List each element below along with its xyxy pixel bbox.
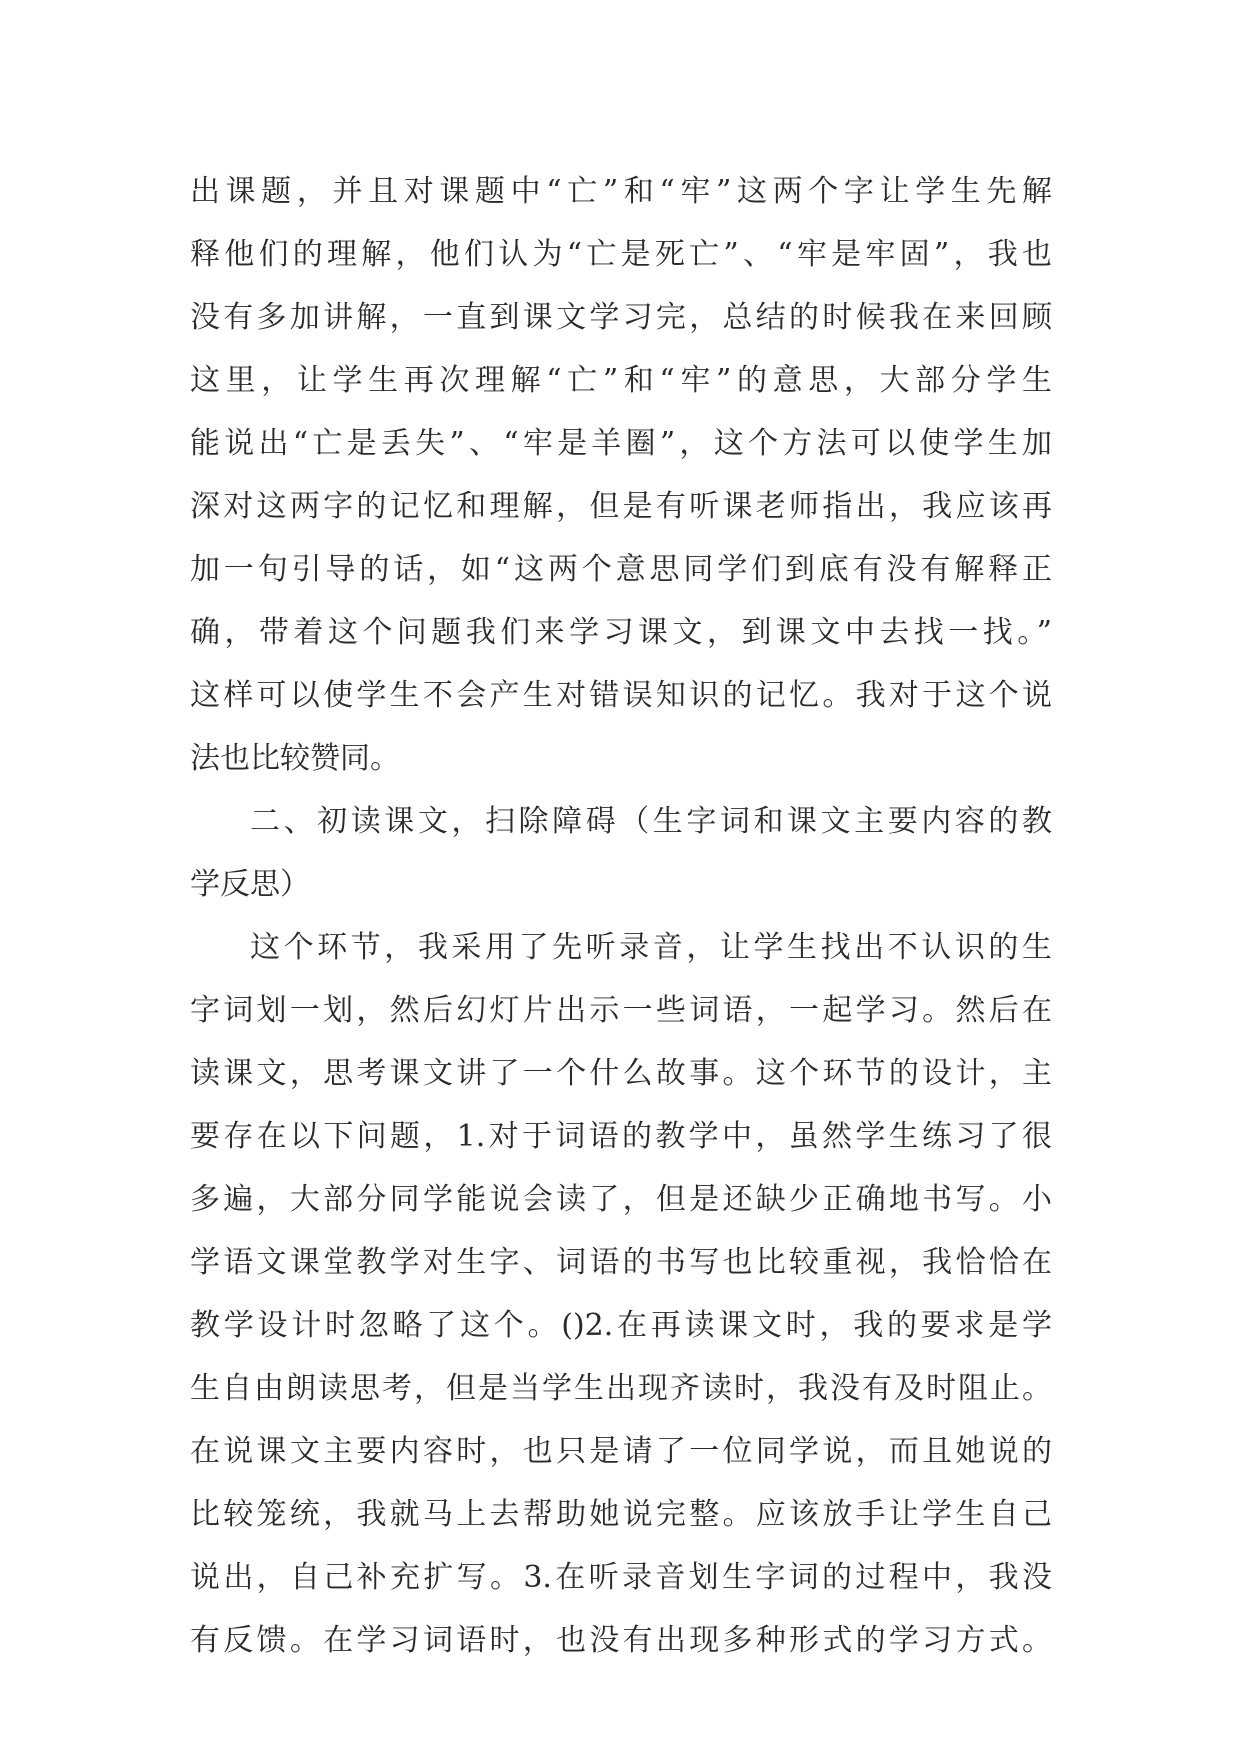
paragraph <box>190 916 1052 1672</box>
text-line: 确，带着这个问题我们来学习课文，到课文中去找一找。” <box>190 615 1052 650</box>
text-line: 法也比较赞同。 <box>190 741 400 776</box>
text-line: 释他们的理解，他们认为“亡是死亡”、“牢是牢固”，我也 <box>190 237 1052 272</box>
document-body <box>190 160 1052 1672</box>
text-line: 这样可以使学生不会产生对错误知识的记忆。我对于这个说 <box>190 678 1052 713</box>
text-line: 在说课文主要内容时，也只是请了一位同学说，而且她说的 <box>190 1434 1052 1469</box>
text-line: 读课文，思考课文讲了一个什么故事。这个环节的设计，主 <box>190 1056 1052 1091</box>
text-line: 有反馈。在学习词语时，也没有出现多种形式的学习方式。 <box>190 1623 1052 1658</box>
text-line: 教学设计时忽略了这个。()2.在再读课文时，我的要求是学 <box>190 1308 1052 1343</box>
text-line: 说出，自己补充扩写。3.在听录音划生字词的过程中，我没 <box>190 1560 1052 1595</box>
text-line: 字词划一划，然后幻灯片出示一些词语，一起学习。然后在 <box>190 993 1052 1028</box>
text-line: 要存在以下问题，1.对于词语的教学中，虽然学生练习了很 <box>190 1119 1052 1154</box>
paragraph-continuation <box>190 160 1052 790</box>
text-line: 没有多加讲解，一直到课文学习完，总结的时候我在来回顾 <box>190 300 1052 335</box>
text-line: 学语文课堂教学对生字、词语的书写也比较重视，我恰恰在 <box>190 1245 1052 1280</box>
text-line: 生自由朗读思考，但是当学生出现齐读时，我没有及时阻止。 <box>190 1371 1052 1406</box>
heading-line: 学反思） <box>190 867 310 902</box>
text-line: 这里，让学生再次理解“亡”和“牢”的意思，大部分学生 <box>190 363 1052 398</box>
heading-line: 二、初读课文，扫除障碍（生字词和课文主要内容的教 <box>250 804 1052 839</box>
section-heading <box>190 790 1052 916</box>
text-line: 多遍，大部分同学能说会读了，但是还缺少正确地书写。小 <box>190 1182 1052 1217</box>
text-line: 深对这两字的记忆和理解，但是有听课老师指出，我应该再 <box>190 489 1052 524</box>
text-line: 加一句引导的话，如“这两个意思同学们到底有没有解释正 <box>190 552 1052 587</box>
text-line: 比较笼统，我就马上去帮助她说完整。应该放手让学生自己 <box>190 1497 1052 1532</box>
text-line: 能说出“亡是丢失”、“牢是羊圈”，这个方法可以使学生加 <box>190 426 1052 461</box>
text-line: 出课题，并且对课题中“亡”和“牢”这两个字让学生先解 <box>190 174 1052 209</box>
text-line: 这个环节，我采用了先听录音，让学生找出不认识的生 <box>250 930 1052 965</box>
